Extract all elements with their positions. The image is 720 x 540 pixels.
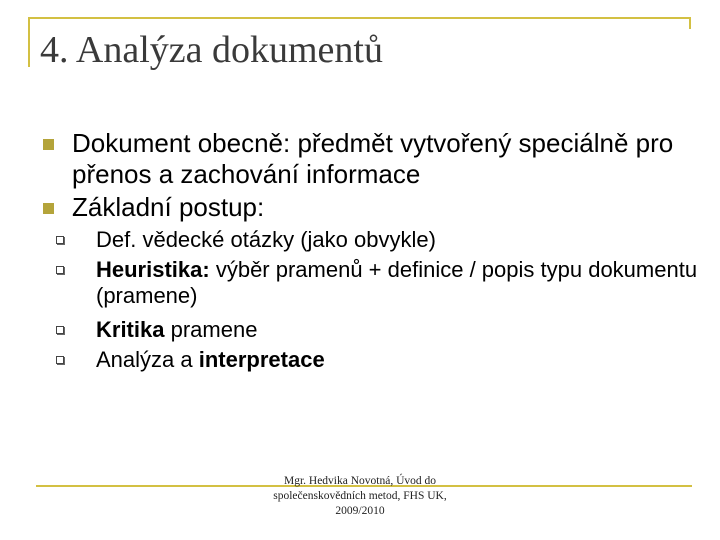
hollow-square-bullet-icon [56,236,64,244]
bullet-item [40,128,700,190]
bullet-text: Základní postup: [72,192,265,222]
bullet-text: Dokument obecně: předmět vytvořený speciálně pro přenos a zachování informace [72,128,674,189]
frame-top-line [28,17,691,19]
frame-right-line [689,17,691,29]
sub-bullet-bold: interpretace [198,347,325,372]
bullet-list [40,128,700,381]
square-bullet-icon [43,139,54,150]
sub-bullet-text: pramene [164,317,258,342]
sub-bullet-item [40,257,700,309]
sub-bullet-list [40,227,700,373]
bullet-item [40,192,700,223]
sub-bullet-item [40,317,700,343]
sub-bullet-text: Analýza a [96,347,199,372]
sub-bullet-text: výběr pramenů + definice / popis typu dokumentu (pramene) [96,257,698,308]
hollow-square-bullet-icon [56,326,64,334]
footer-line: Mgr. Hedvika Novotná, Úvod do [283,475,437,487]
footer-line: 2009/2010 [335,505,385,517]
sub-bullet-bold: Heuristika: [96,257,210,282]
square-bullet-icon [43,203,54,214]
sub-bullet-text: Def. vědecké otázky (jako obvykle) [96,227,436,252]
sub-bullet-bold: Kritika [96,317,165,342]
slide-footer [240,474,480,519]
sub-bullet-item [40,227,700,253]
footer-line: společenskovědních metod, FHS UK, [273,490,447,502]
frame-left-line [28,17,30,67]
hollow-square-bullet-icon [56,356,64,364]
slide-title: 4. Analýza dokumentů [40,29,383,71]
sub-bullet-item [40,347,700,373]
hollow-square-bullet-icon [56,266,64,274]
